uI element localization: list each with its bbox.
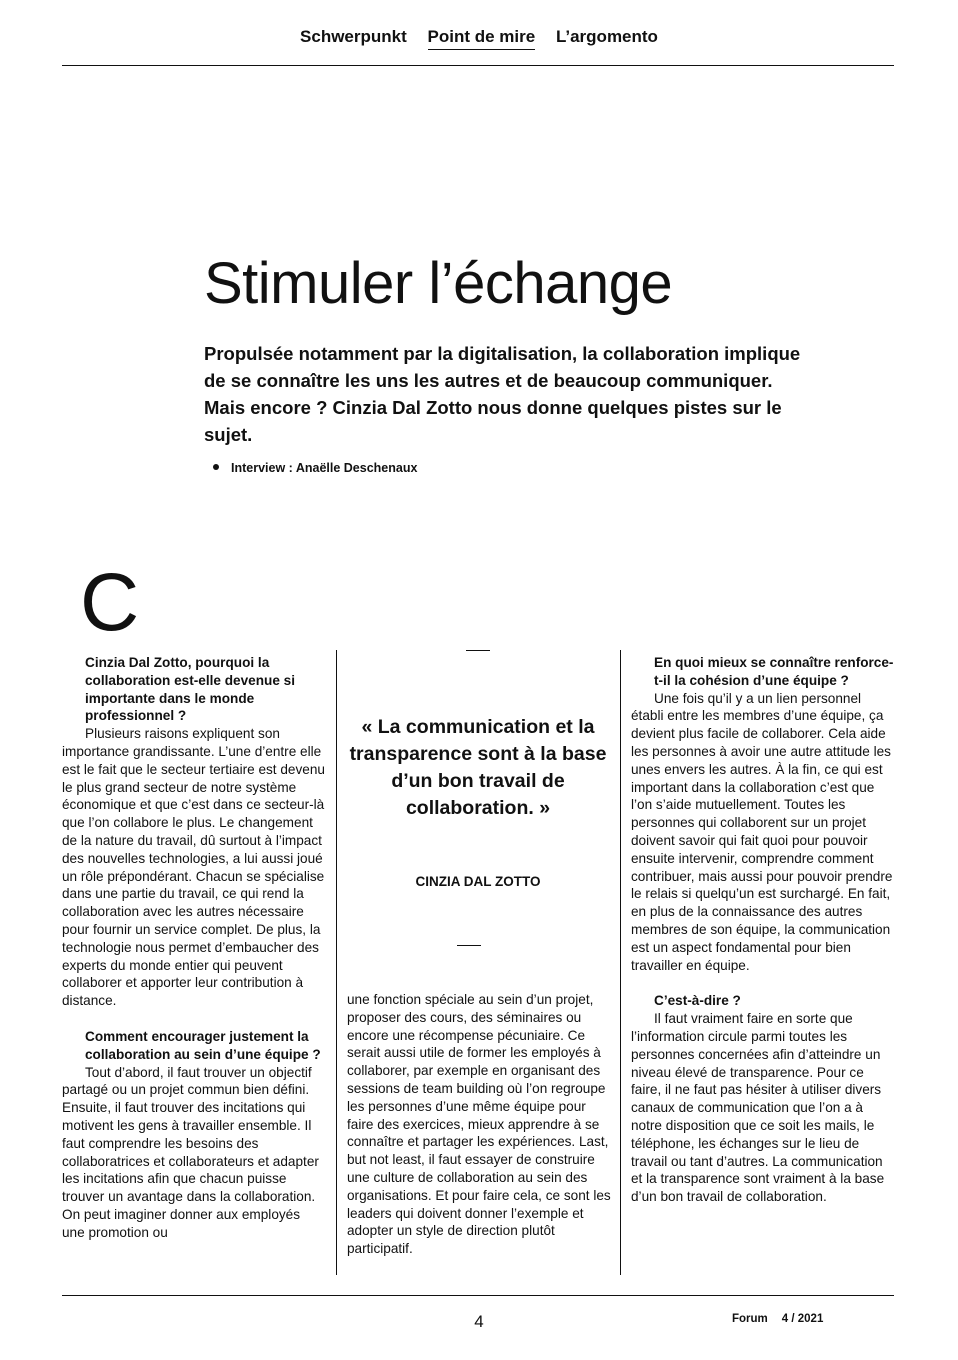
pullquote-dash-top: [466, 650, 490, 651]
page-number: 4: [474, 1312, 484, 1331]
column-divider-1: [336, 650, 337, 1275]
magazine-issue: [732, 1313, 823, 1325]
drop-cap: C: [80, 557, 140, 648]
pull-quote: « La communication et la transparence sont à la base d’un bon travail de collaboration. »: [349, 716, 607, 819]
column-1: [62, 654, 326, 1242]
column-divider-2: [620, 650, 621, 1275]
nav-item-argomento[interactable]: L’argomento: [555, 27, 658, 46]
top-rule: [62, 65, 894, 66]
article-lead: Propulsée notamment par la digitalisation, la collaboration implique de se connaître les uns les autres et de beaucoup communiquer. Mais encore ? Cinzia Dal Zotto nous donne quelques pistes sur le sujet.: [204, 343, 801, 445]
magazine-name: Forum: [732, 1313, 768, 1325]
section-nav: [0, 27, 958, 50]
answer-3: Une fois qu’il y a un lien personnel établi entre les membres d’une équipe, ça devient plus facile de collaborer. Cela aide les personnes à avoir une autre attitude les unes envers les autres. À la fin, ce qui est important dans la collaboration c’est que l’on s’aide mutuellement. Toutes les personnes qui collaborent sur un projet doivent savoir qui fait quoi pour pouvoir ensuite intervenir, comprendre comment contribuer, mais aussi pour pouvoir prendre le relais si quelqu’un est surchargé. En fait, en plus de la connaissance des autres membres de son équipe, la communication est un aspect fondamental pour bien travailler en équipe.: [631, 690, 893, 973]
column-2: [347, 991, 611, 1258]
nav-item-schwerpunkt[interactable]: Schwerpunkt: [300, 27, 407, 46]
bullet-icon: [213, 464, 219, 470]
question-2: Comment encourager justement la collaboration au sein d’une équipe ?: [85, 1028, 321, 1062]
answer-2: Tout d’abord, il faut trouver un objectif partagé ou un projet commun bien défini. Ensuite, il faut trouver des incitations qui motivent les gens à travailler ensemble. Il faut comprendre les besoins des collaboratrices et collaborateurs et adapter les incitations afin que chacun puisse trouver un avantage dans la collaboration. On peut imaginer donner aux employés une promotion ou: [62, 1064, 319, 1240]
nav-item-point-de-mire[interactable]: Point de mire: [428, 27, 536, 50]
bottom-rule: [62, 1295, 894, 1296]
pull-quote-author: CINZIA DAL ZOTTO: [415, 874, 541, 889]
question-4: C’est-à-dire ?: [654, 993, 741, 1009]
pullquote-dash-bottom: [457, 945, 481, 946]
byline: [213, 461, 417, 475]
article-title: Stimuler l’échange: [204, 251, 673, 316]
answer-1: Plusieurs raisons expliquent son importance grandissante. L’une d’entre elle est le fait que le secteur tertiaire est devenu le plus grand secteur de notre système économique et que c’est dans ce secteur-là que l’on collabore le plus. Le changement de la nature du travail, dû surtout à l’impact des nouvelles technologies, a lui aussi joué un rôle prépondérant. Chacun se spécialise dans une partie du travail, ce qui rend la collaboration avec les autres nécessaire pour fournir un service complet. De plus, la technologie nous permet d’embaucher des experts du monde entier qui peuvent collaborer et apporter leur contribution à distance.: [62, 726, 325, 1009]
question-3: En quoi mieux se connaître renforce-t-il la cohésion d’une équipe ?: [654, 655, 894, 688]
answer-2-continued: une fonction spéciale au sein d’un projet, proposer des cours, des séminaires ou encore une récompense pécuniaire. Ce serait aussi utile de former les employés à collaborer, par exemple en organisant des sessions de team building où l’on regroupe les personnes d’une même équipe pour faire des exercices, mieux apprendre à se connaître et partager les expériences. Last, but not least, il faut essayer de construire une culture de collaboration au sein des organisations. Et pour faire cela, ce sont les leaders qui doivent donner l’exemple et adopter un style de direction plutôt participatif.: [347, 992, 611, 1257]
issue-number: 4 / 2021: [781, 1313, 824, 1325]
answer-4: Il faut vraiment faire en sorte que l’information circule parmi toutes les personnes concernées afin d’atteindre un niveau élevé de transparence. Pour ce faire, il ne faut pas hésiter à utiliser divers canaux de communication que l’on a à notre disposition que ce soit les mails, le téléphone, les échanges sur le lieu de travail ou tant d’autres. La communication et la transparence sont vraiment à la base d’un bon travail de collaboration.: [631, 1011, 885, 1205]
question-1: Cinzia Dal Zotto, pourquoi la collaboration est-elle devenue si importante dans le monde professionnel ?: [85, 655, 296, 724]
byline-text: Interview : Anaëlle Deschenaux: [231, 461, 418, 475]
column-3: [631, 654, 895, 1206]
